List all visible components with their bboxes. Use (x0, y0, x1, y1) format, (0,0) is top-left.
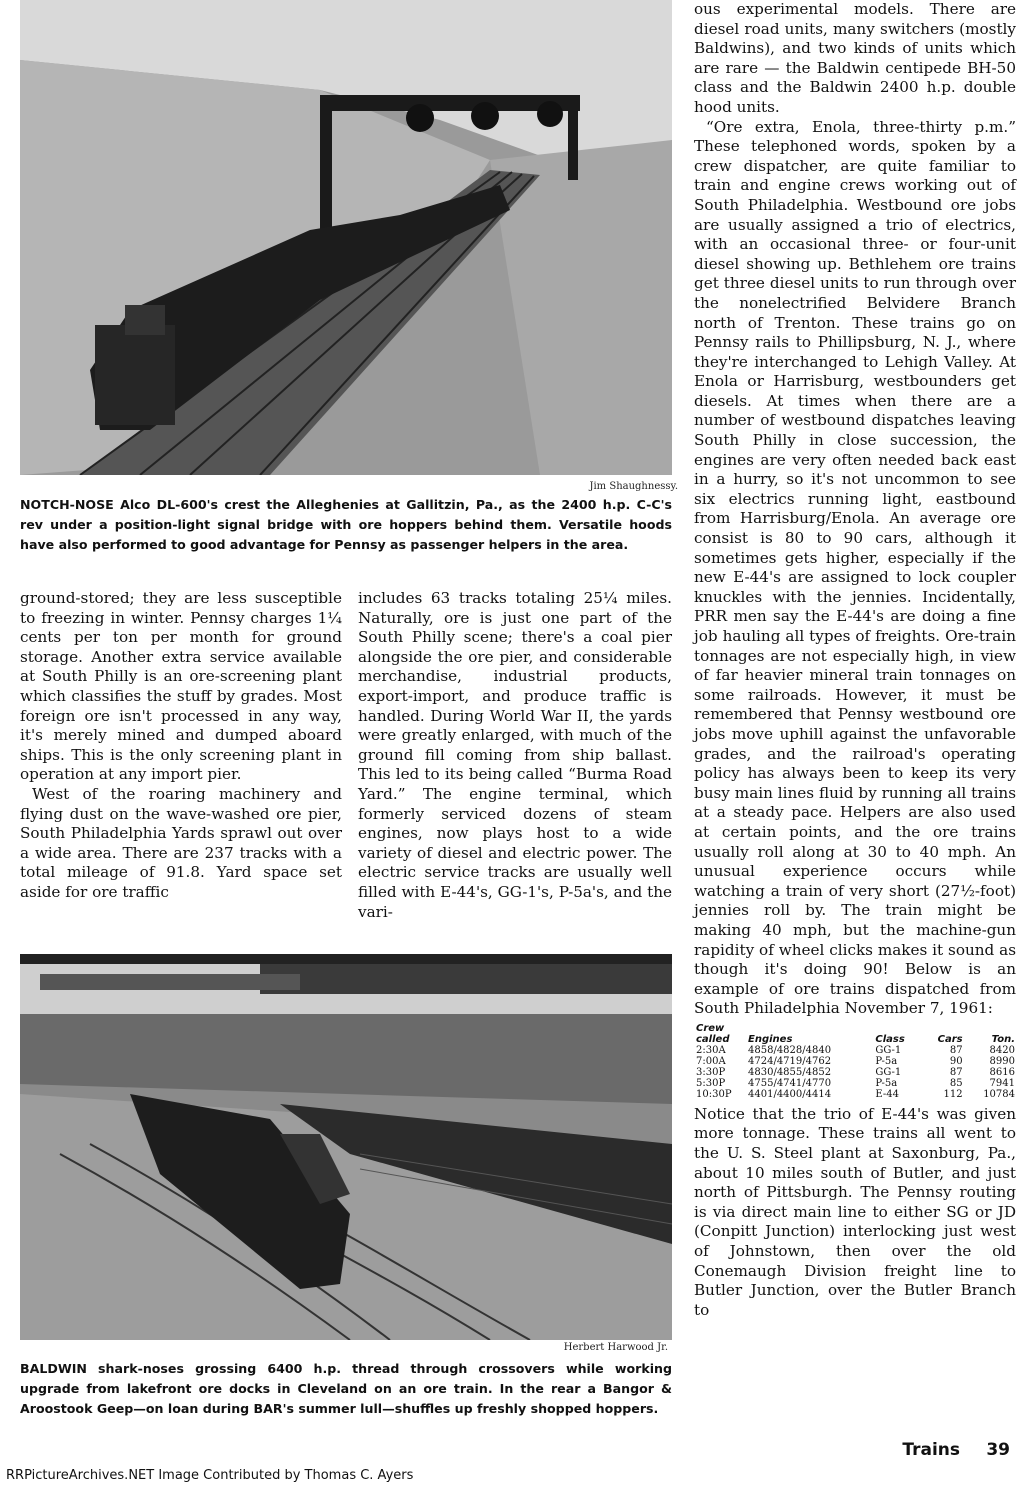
photo-alco-illustration (20, 0, 672, 475)
paragraph: “Ore extra, Enola, three-thirty p.m.” These telephoned words, spoken by a crew dispatcher, are quite familiar to train and engine crews working out of South Philadelphia. Westbound ore jobs are usually assigned a trio of electrics, with an occasional three- or four-unit diesel showing up. Bethlehem ore trains get three diesel units to run through over the nonelectrified Belvidere Branch north of Trenton. These trains go on Pennsy rails to Phillipsburg, N. J., where they're interchanged to Lehigh Valley. At Enola or Harrisburg, westbounders get diesels. At times when there are a number of westbound dispatches leaving South Philly in close succession, the engines are very often needed back east in a hurry, so it's not uncommon to see six electrics running light, eastbound from Harrisburg/Enola. An average ore consist is 80 to 90 cars, although it sometimes gets higher, especially if the new E-44's are assigned to lock coupler knuckles with the jennies. Incidentally, PRR men say the E-44's are doing a fine job hauling all types of freights. Ore-train tonnages are not especially high, in view of far heavier mineral train tonnages on some railroads. However, it must be remembered that Pennsy westbound ore jobs move uphill against the unfavorable grades, and the railroad's operating policy has always been to keep its very busy main lines fluid by running all trains at a steady pace. Helpers are also used at certain points, and the ore trains usually roll along at 30 to 40 mph. An unusual experience occurs while watching a train of very short (27½-foot) jennies roll by. The train might be making 40 mph, but the machine-gun rapidity of wheel clicks makes it sound as though it's doing 90! Below is an example of ore trains dispatched from South Philadelphia November 7, 1961: (694, 117, 1016, 1018)
cell-class: P-5a (875, 1077, 898, 1089)
cell-class: E-44 (875, 1088, 899, 1100)
column-2 (358, 589, 672, 922)
table-row (694, 1045, 1017, 1056)
paragraph: includes 63 tracks totaling 25¼ miles. Naturally, ore is just one part of the South Philly scene; there's a coal pier alongside the ore pier, and considerable merchandise, industrial products, export-import, and produce traffic is handled. During World War II, the yards were greatly enlarged, with much of the ground fill coming from ship ballast. This led to its being called “Burma Road Yard.” The engine terminal, which formerly serviced dozens of steam engines, now plays host to a wide variety of diesel and electric power. The electric service tracks are usually well filled with E-44's, GG-1's, P-5a's, and the vari- (358, 589, 672, 921)
cell-tons: 8420 (989, 1044, 1015, 1056)
table-header: Engines (748, 1033, 793, 1045)
cell-engines: 4755/4741/4770 (748, 1077, 832, 1089)
column-1 (20, 589, 342, 903)
paragraph: West of the roaring machinery and flying dust on the wave-washed ore pier, South Philadelphia Yards sprawl out over a wide area. There are 237 tracks with a total mileage of 91.8. Yard space set aside for ore traffic (20, 784, 342, 901)
table-header: Cars (937, 1033, 963, 1045)
cell-cars: 87 (949, 1066, 963, 1078)
cell-cars: 90 (949, 1055, 963, 1067)
watermark-credit: RRPictureArchives.NET Image Contributed by Thomas C. Ayers (6, 1468, 414, 1483)
cell-crew: 2:30A (696, 1044, 726, 1056)
table-row (694, 1078, 1017, 1089)
table-row (694, 1056, 1017, 1067)
table-row (694, 1089, 1017, 1100)
photo-credit-harwood: Herbert Harwood Jr. (563, 1342, 668, 1353)
cell-engines: 4830/4855/4852 (748, 1066, 832, 1078)
paragraph: ground-stored; they are less susceptible to freezing in winter. Pennsy charges 1¼ cents per ton per month for ground storage. Another extra service available at South Philly is an ore-screening plant which classifies the stuff by grades. Most foreign ore isn't processed in any way, it's merely mined and dumped aboard ships. This is the only screening plant in operation at any import pier. (20, 589, 342, 784)
cell-cars: 112 (943, 1088, 963, 1100)
cell-tons: 10784 (983, 1088, 1015, 1100)
photo-caption-alco: NOTCH-NOSE Alco DL-600's crest the Alleghenies at Gallitzin, Pa., as the 2400 h.p. C-C's rev under a position-light signal bridge with ore hoppers behind them. Versatile hoods have also performed to good advantage for Pennsy as passenger helpers in the area. (20, 497, 672, 552)
paragraph: Notice that the trio of E-44's was given more tonnage. These trains all went to the U. S. Steel plant at Saxonburg, Pa., about 10 miles south of Butler, and just north of Pittsburgh. The Pennsy routing is via direct main line to either SG or JD (Conpitt Junction) interlocking just west of Johnstown, then over the old Conemaugh Division freight line to Butler Junction, over the Butler Branch to (694, 1104, 1016, 1319)
table-header: Class (875, 1033, 905, 1045)
cell-crew: 3:30P (696, 1066, 726, 1078)
page-number: 39 (986, 1440, 1010, 1460)
cell-class: P-5a (875, 1055, 898, 1067)
cell-tons: 7941 (989, 1077, 1015, 1089)
cell-crew: 7:00A (696, 1055, 726, 1067)
cell-cars: 87 (949, 1044, 963, 1056)
table-header: Ton. (991, 1033, 1015, 1045)
photo-baldwin-illustration (20, 954, 672, 1340)
photo-credit-shaughnessy: Jim Shaughnessy. (589, 481, 678, 492)
cell-tons: 8616 (989, 1066, 1015, 1078)
magazine-name: Trains (902, 1440, 960, 1460)
cell-class: GG-1 (875, 1066, 902, 1078)
table-header-row (694, 1023, 1017, 1045)
photo-alco-signal-bridge (20, 0, 672, 475)
ore-train-table (694, 1023, 1017, 1100)
cell-tons: 8990 (989, 1055, 1015, 1067)
cell-engines: 4858/4828/4840 (748, 1044, 832, 1056)
cell-engines: 4724/4719/4762 (748, 1055, 832, 1067)
cell-crew: 5:30P (696, 1077, 726, 1089)
table-row (694, 1067, 1017, 1078)
cell-cars: 85 (949, 1077, 963, 1089)
cell-engines: 4401/4400/4414 (748, 1088, 832, 1100)
table-header: Crew called (696, 1022, 730, 1045)
paragraph: ous experimental models. There are diesel road units, many switchers (mostly Baldwins), and two kinds of units which are rare — the Baldwin centipede BH-50 class and the Baldwin 2400 h.p. double hood units. (694, 0, 1016, 116)
cell-class: GG-1 (875, 1044, 902, 1056)
photo-caption-baldwin: BALDWIN shark-noses grossing 6400 h.p. thread through crossovers while working upgrade from lakefront ore docks in Cleveland on an ore train. In the rear a Bangor & Aroostook Geep—on loan during BAR's summer lull—shuffles up freshly shopped hoppers. (20, 1361, 672, 1416)
photo-baldwin-sharknoses (20, 954, 672, 1340)
column-3 (694, 0, 1016, 1320)
cell-crew: 10:30P (696, 1088, 732, 1100)
